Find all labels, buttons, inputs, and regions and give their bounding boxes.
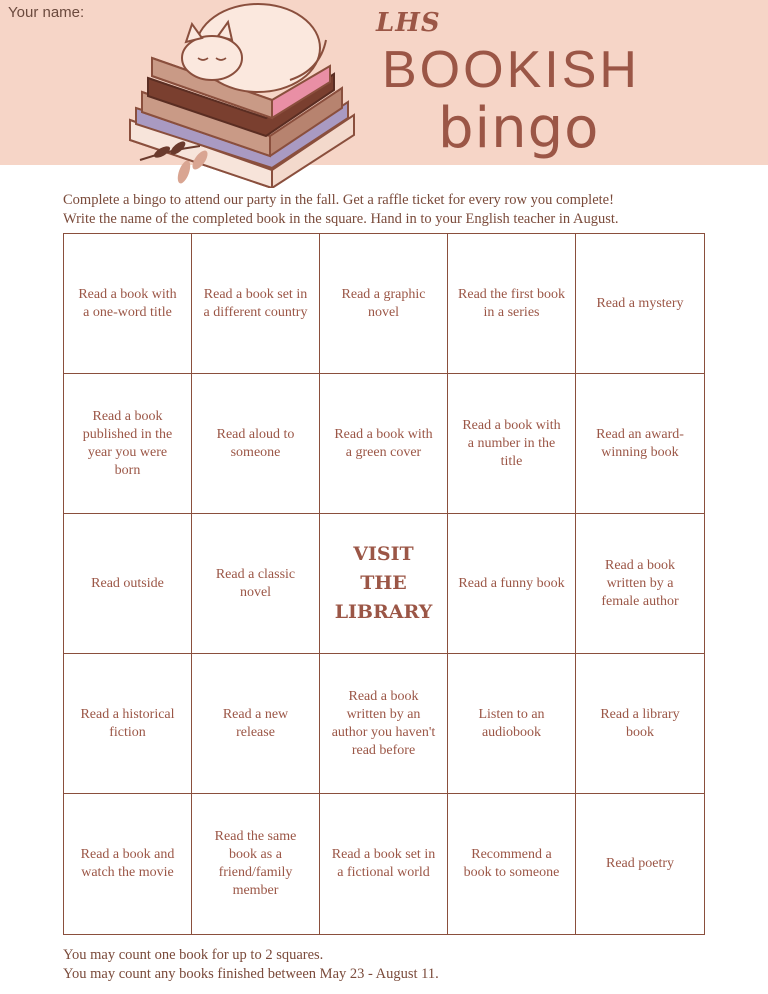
bingo-square[interactable]: Read a graphic novel — [320, 234, 448, 374]
bingo-square[interactable]: Read a book set in a fictional world — [320, 794, 448, 934]
bingo-grid — [63, 233, 705, 935]
bingo-square[interactable]: Listen to an audiobook — [448, 654, 576, 794]
bingo-square[interactable]: Read poetry — [605, 856, 675, 871]
footer-notes — [63, 946, 439, 984]
bingo-square[interactable]: Read a historical fiction — [64, 654, 192, 794]
footer-line: You may count one book for up to 2 squares. — [63, 947, 324, 963]
bingo-square[interactable]: Read an award-winning book — [576, 374, 704, 514]
bingo-square[interactable]: Read a book set in a different country — [192, 234, 320, 374]
bingo-square[interactable]: Read a book written by an author you haven't read before — [320, 654, 448, 794]
page-title: BOOKISH — [382, 41, 640, 99]
bingo-square[interactable]: Read a mystery — [576, 234, 704, 374]
footer-line: You may count any books finished between May 23 - August 11. — [63, 966, 439, 982]
bingo-square[interactable]: Recommend a book to someone — [448, 794, 576, 934]
cat-on-books-illustration — [122, 0, 362, 188]
bingo-square[interactable]: Read a library book — [576, 654, 704, 794]
instruction-line: Complete a bingo to attend our party in the fall. Get a raffle ticket for every row you complete! — [63, 192, 614, 208]
bingo-square[interactable]: Read a book with a number in the title — [448, 374, 576, 514]
bingo-square[interactable]: Read a book with a one-word title — [64, 234, 192, 374]
bingo-square[interactable]: Read the same book as a friend/family member — [192, 794, 320, 934]
instructions — [63, 191, 743, 229]
name-prompt: Your name: — [8, 4, 85, 21]
bingo-square[interactable]: Read a classic novel — [192, 514, 320, 654]
bingo-square[interactable]: Read a book written by a female author — [576, 514, 704, 654]
bingo-square[interactable]: Read aloud to someone — [192, 374, 320, 514]
bingo-square[interactable]: Read a new release — [192, 654, 320, 794]
bingo-square[interactable]: Read a book and watch the movie — [64, 794, 192, 934]
bingo-square[interactable]: Read the first book in a series — [448, 234, 576, 374]
school-tag: LHS — [376, 8, 441, 38]
bingo-square[interactable]: Read outside — [64, 514, 192, 654]
instruction-line: Write the name of the completed book in the square. Hand in to your English teacher in August. — [63, 211, 619, 227]
bingo-square[interactable]: Read a book with a green cover — [320, 374, 448, 514]
free-square[interactable]: VISIT THE LIBRARY — [320, 514, 448, 654]
bingo-square[interactable]: Read a book published in the year you were born — [64, 374, 192, 514]
page-subtitle: bingo — [438, 96, 600, 161]
bingo-square[interactable]: Read a funny book — [448, 514, 576, 654]
